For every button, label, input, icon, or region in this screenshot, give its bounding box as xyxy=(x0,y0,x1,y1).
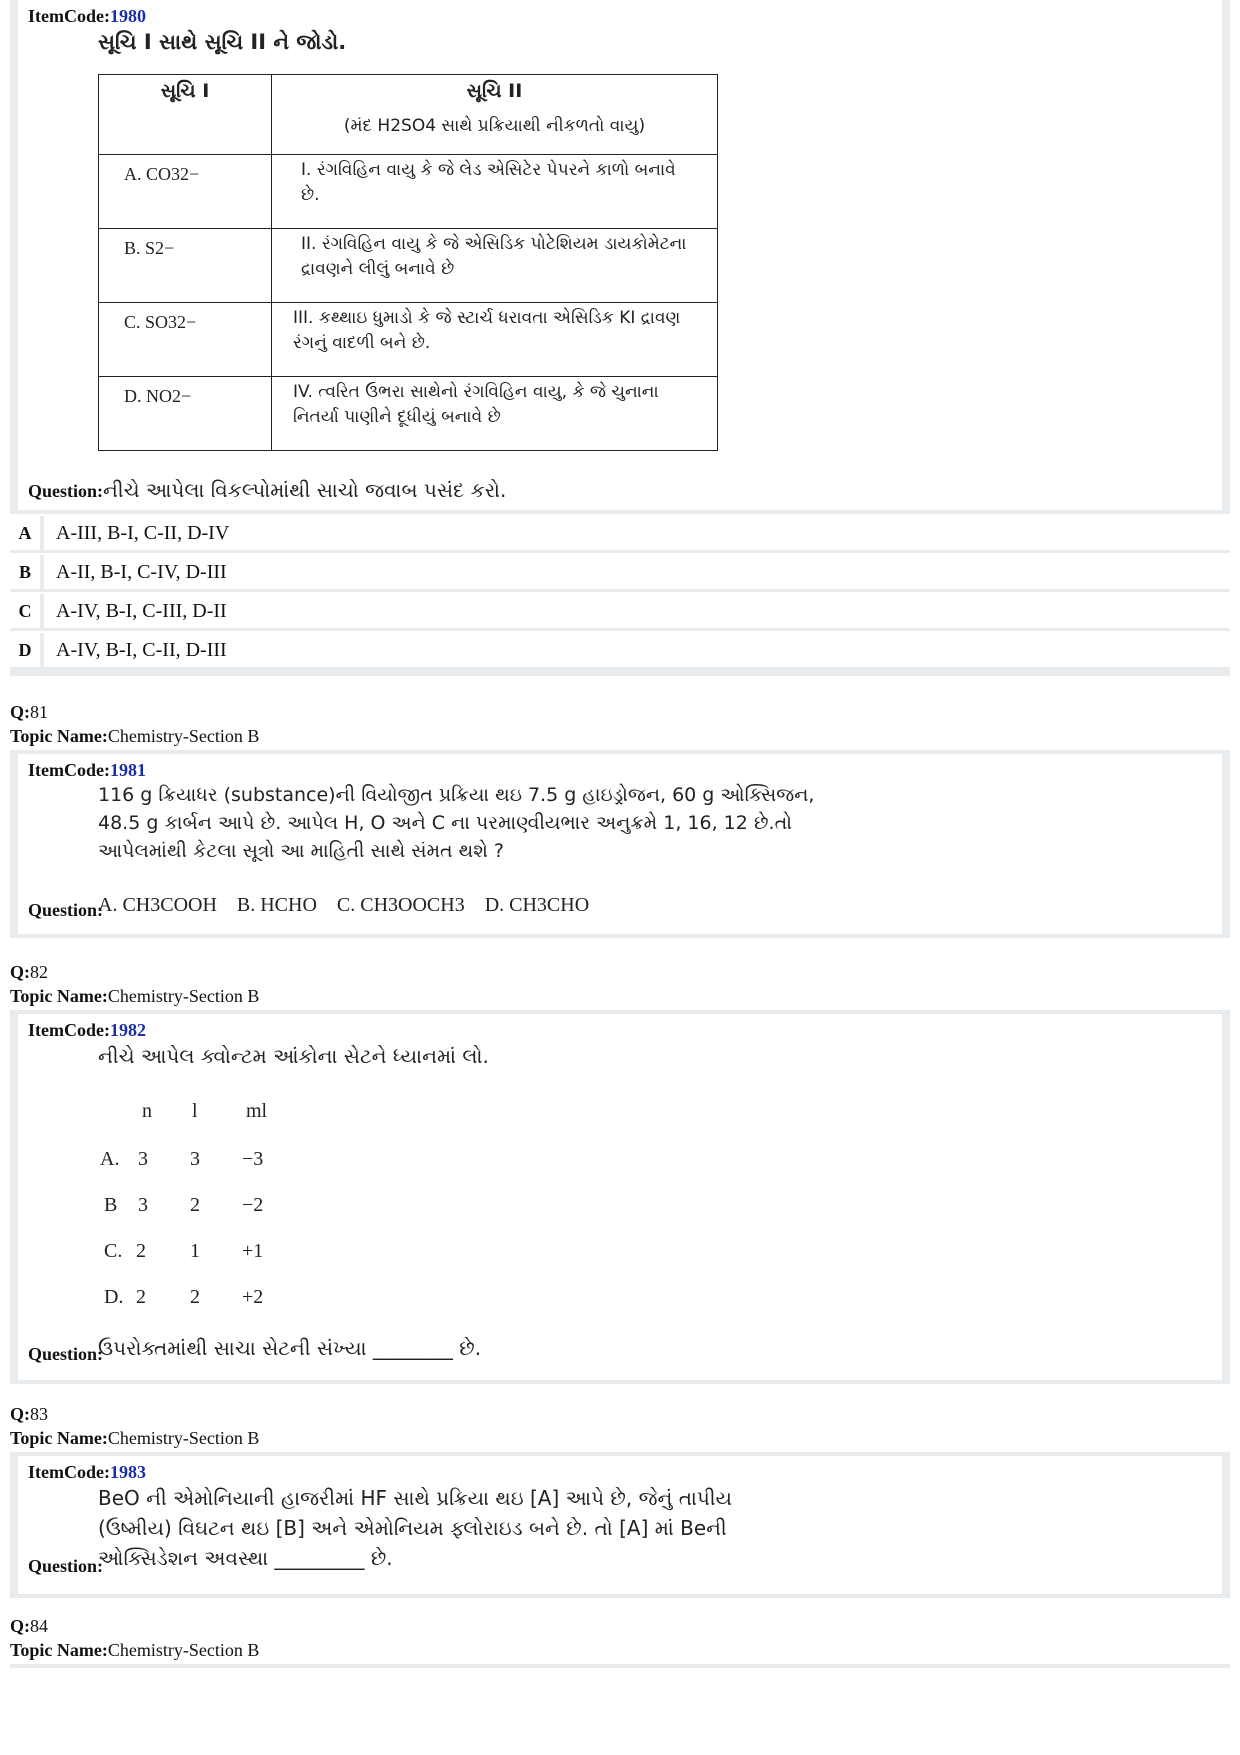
question-text: નીચે આપેલા વિકલ્પોમાંથી સાચો જવાબ પસંદ કરો. xyxy=(103,478,507,502)
option-d[interactable] xyxy=(10,633,1230,676)
itemcode-value: 1980 xyxy=(109,6,146,26)
itemcode-value: 1981 xyxy=(109,760,146,780)
col1-header: સૂચિ I xyxy=(160,80,210,102)
question-number: Q:83 xyxy=(10,1404,48,1424)
option-b[interactable] xyxy=(10,555,1230,592)
row-d-right: IV. ત્વરિત ઉભરા સાથેનો રંગવિહિન વાયુ, કે જે ચુનાના નિતર્યા પાણીને દૂધીયું બનાવે છે xyxy=(293,382,659,427)
formula-choices: A. CH3COOH B. HCHO C. CH3OOCH3 D. CH3CHO xyxy=(98,894,590,916)
set-d-n: 2 xyxy=(136,1286,146,1308)
row-c-right: III. કથ્થાઇ ધુમાડો કે જે સ્ટાર્ચ ધરાવતા એસિડિક KI દ્રાવણ રંગનું વાદળી બને છે. xyxy=(293,308,681,353)
item-1983-block xyxy=(10,1452,1230,1598)
set-a-n: 3 xyxy=(138,1148,148,1170)
set-a-l: 3 xyxy=(190,1148,200,1170)
option-text: A-III, B-I, C-II, D-IV xyxy=(44,516,1230,550)
header-n: n xyxy=(142,1100,152,1122)
topic-name: Topic Name:Chemistry-Section B xyxy=(10,1640,260,1660)
question-body-line-3: આપેલમાંથી કેટલા સૂત્રો આ માહિતી સાથે સંમત થશે ? xyxy=(98,840,504,862)
itemcode-line: ItemCode:1980 xyxy=(28,6,146,26)
itemcode-line: ItemCode:1982 xyxy=(28,1020,146,1040)
question-number: Q:82 xyxy=(10,962,48,982)
question-body-line-2: 48.5 g કાર્બન આપે છે. આપેલ H, O અને C ના પરમાણ્વીયભાર અનુક્રમે 1, 16, 12 છે.તો xyxy=(98,812,792,834)
set-c-n: 2 xyxy=(136,1240,146,1262)
set-a-ml: −3 xyxy=(242,1148,264,1170)
row-b-right: II. રંગવિહિન વાયુ કે જે એસિડિક પોટેશિયમ ડાયકોમેટના દ્રાવણને લીલું બનાવે છે xyxy=(301,234,687,279)
question-text: ઉપરોક્તમાંથી સાચા સેટની સંખ્યા ________ છે. xyxy=(98,1336,482,1360)
set-d-l: 2 xyxy=(190,1286,200,1308)
item-1980-block xyxy=(10,0,1230,514)
question-number: Q:81 xyxy=(10,702,48,722)
set-c-l: 1 xyxy=(190,1240,200,1262)
set-b-ml: −2 xyxy=(242,1194,264,1216)
question-body-line-2: (ઉષ્મીય) વિઘટન થઇ [B] અને એમોનિયમ ફ્લોરાઇડ બને છે. તો [A] માં Beની xyxy=(98,1516,727,1540)
topic-name: Topic Name:Chemistry-Section B xyxy=(10,986,260,1006)
option-c[interactable] xyxy=(10,594,1230,631)
question-line: Question: xyxy=(28,1556,104,1576)
option-text: A-II, B-I, C-IV, D-III xyxy=(44,555,1230,589)
topic-name: Topic Name:Chemistry-Section B xyxy=(10,726,260,746)
col2-subheader: (મંદ H2SO4 સાથે પ્રક્રિયાથી નીકળતો વાયુ) xyxy=(343,116,646,136)
header-ml: ml xyxy=(246,1100,268,1122)
question-number: Q:84 xyxy=(10,1616,48,1636)
row-b-left: B. S2− xyxy=(124,238,175,258)
question-body-line-3: ઓક્સિડેશન અવસ્થા _________ છે. xyxy=(98,1546,393,1570)
question-line: Question: xyxy=(28,1344,104,1364)
topic-name: Topic Name:Chemistry-Section B xyxy=(10,1428,260,1448)
option-letter: A xyxy=(10,516,40,550)
itemcode-line: ItemCode:1983 xyxy=(28,1462,146,1482)
option-a[interactable] xyxy=(10,516,1230,553)
item-1982-block xyxy=(10,1010,1230,1384)
option-letter: B xyxy=(10,555,40,589)
set-a-label: A. xyxy=(100,1148,120,1170)
divider xyxy=(10,1664,1230,1668)
option-text: A-IV, B-I, C-II, D-III xyxy=(44,633,1230,667)
set-b-l: 2 xyxy=(190,1194,200,1216)
row-c-left: C. SO32− xyxy=(124,312,197,332)
header-l: l xyxy=(192,1100,198,1122)
set-c-ml: +1 xyxy=(242,1240,264,1262)
set-c-label: C. xyxy=(104,1240,123,1262)
row-a-right: I. રંગવિહિન વાયુ કે જે લેડ એસિટેર પેપરને કાળો બનાવે છે. xyxy=(301,160,676,205)
option-text: A-IV, B-I, C-III, D-II xyxy=(44,594,1230,628)
question-body-line-1: BeO ની એમોનિયાની હાજરીમાં HF સાથે પ્રક્રિયા થઇ [A] આપે છે, જેનું તાપીય xyxy=(98,1486,733,1510)
set-d-label: D. xyxy=(104,1286,124,1308)
option-letter: C xyxy=(10,594,40,628)
col2-header: સૂચિ II xyxy=(466,80,523,102)
set-b-n: 3 xyxy=(138,1194,148,1216)
itemcode-value: 1982 xyxy=(109,1020,146,1040)
set-b-label: B xyxy=(104,1194,118,1216)
item-1981-block xyxy=(10,750,1230,938)
itemcode-value: 1983 xyxy=(109,1462,146,1482)
question-intro: નીચે આપેલ ક્વોન્ટમ આંકોના સેટને ધ્યાનમાં લો. xyxy=(98,1044,489,1068)
option-letter: D xyxy=(10,633,40,667)
question-line: Question: xyxy=(28,900,104,920)
set-d-ml: +2 xyxy=(242,1286,264,1308)
match-instruction: સૂચિ I સાથે સૂચિ II ને જોડો. xyxy=(98,30,347,54)
question-body-line-1: 116 g ક્રિયાધર (substance)ની વિયોજીત પ્રક્રિયા થઇ 7.5 g હાઇડ્રોજન, 60 g ઓક્સિજન, xyxy=(98,784,815,806)
itemcode-line: ItemCode:1981 xyxy=(28,760,146,780)
row-d-left: D. NO2− xyxy=(124,386,192,406)
row-a-left: A. CO32− xyxy=(124,164,200,184)
question-line: Question:નીચે આપેલા વિકલ્પોમાંથી સાચો જવાબ પસંદ કરો. xyxy=(28,478,507,502)
match-table xyxy=(98,74,718,451)
